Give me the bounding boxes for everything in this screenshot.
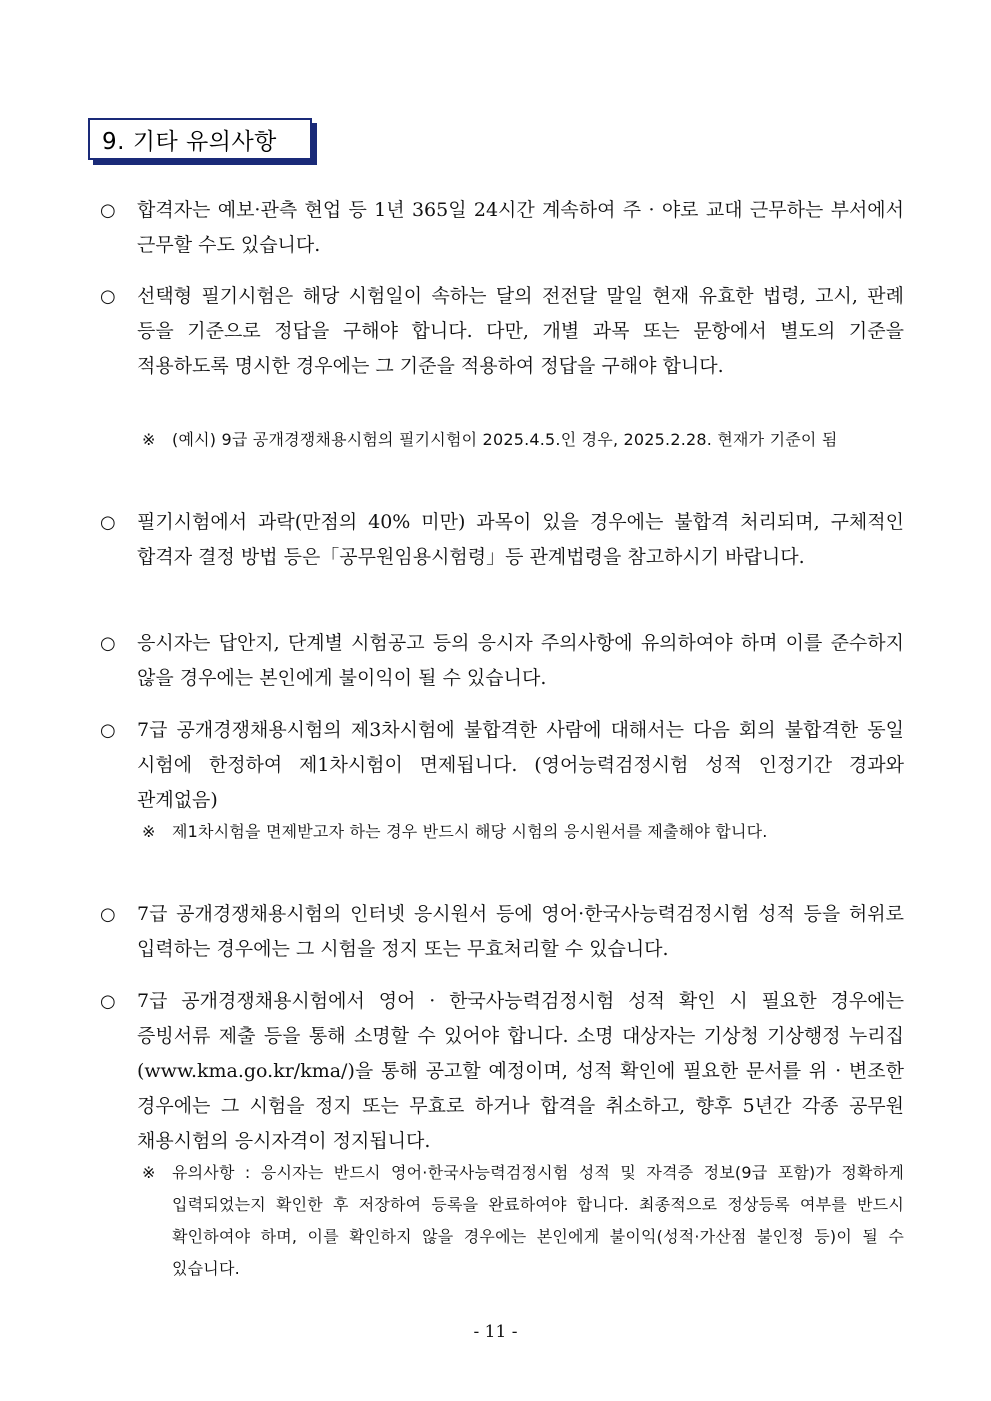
bullet-icon: ○: [100, 286, 116, 307]
list-item: [100, 279, 904, 384]
bullet-icon: ○: [100, 904, 116, 925]
item-text: 합격자는 예보·관측 현업 등 1년 365일 24시간 계속하여 주 · 야로 교대 근무하는 부서에서 근무할 수도 있습니다.: [137, 199, 904, 256]
note-item: [142, 1157, 904, 1285]
bullet-icon: ○: [100, 512, 116, 533]
item-text: 필기시험에서 과락(만점의 40% 미만) 과목이 있을 경우에는 불합격 처리되며, 구체적인 합격자 결정 방법 등은「공무원임용시험령」등 관계법령을 참고하시기 바랍니다.: [137, 511, 904, 568]
reference-mark-icon: ※: [142, 1163, 156, 1182]
list-item: [100, 984, 904, 1159]
bullet-icon: ○: [100, 991, 116, 1012]
item-text: 응시자는 답안지, 단계별 시험공고 등의 응시자 주의사항에 유의하여야 하며 이를 준수하지 않을 경우에는 본인에게 불이익이 될 수 있습니다.: [137, 632, 904, 689]
reference-mark-icon: ※: [142, 822, 156, 841]
item-text: 선택형 필기시험은 해당 시험일이 속하는 달의 전전달 말일 현재 유효한 법령, 고시, 판례 등을 기준으로 정답을 구해야 합니다. 다만, 개별 과목 또는 문항에서 별도의 기준을 적용하도록 명시한 경우에는 그 기준을 적용하여 정답을 구해야 합니다.: [137, 285, 904, 377]
list-item: [100, 505, 904, 575]
note-text: (예시) 9급 공개경쟁채용시험의 필기시험이 2025.4.5.인 경우, 2025.2.28. 현재가 기준이 됨: [172, 430, 838, 449]
item-text: 7급 공개경쟁채용시험의 제3차시험에 불합격한 사람에 대해서는 다음 회의 불합격한 동일 시험에 한정하여 제1차시험이 면제됩니다. (영어능력검정시험 성적 인정기간 경과와 관계없음): [137, 719, 904, 811]
note-text: 제1차시험을 면제받고자 하는 경우 반드시 해당 시험의 응시원서를 제출해야 합니다.: [172, 822, 768, 841]
section-title: 9. 기타 유의사항: [88, 118, 312, 160]
list-item: [100, 897, 904, 967]
list-item: [100, 713, 904, 818]
page-number: - 11 -: [473, 1322, 518, 1342]
list-item: [100, 193, 904, 263]
item-text: 7급 공개경쟁채용시험의 인터넷 응시원서 등에 영어·한국사능력검정시험 성적 등을 허위로 입력하는 경우에는 그 시험을 정지 또는 무효처리할 수 있습니다.: [137, 903, 904, 960]
item-text: 7급 공개경쟁채용시험에서 영어 · 한국사능력검정시험 성적 확인 시 필요한 경우에는 증빙서류 제출 등을 통해 소명할 수 있어야 합니다. 소명 대상자는 기상청 기상행정 누리집(www.kma.go.kr/kma/)을 통해 공고할 예정이며, 성적 확인에 필요한 문서를 위 · 변조한 경우에는 그 시험을 정지 또는 무효로 하거나 합격을 취소하고, 향후 5년간 각종 공무원 채용시험의 응시자격이 정지됩니다.: [137, 990, 904, 1152]
note-item: [142, 816, 904, 848]
bullet-icon: ○: [100, 633, 116, 654]
note-item: [142, 424, 904, 456]
bullet-icon: ○: [100, 200, 116, 221]
reference-mark-icon: ※: [142, 430, 156, 449]
bullet-icon: ○: [100, 720, 116, 741]
list-item: [100, 626, 904, 696]
note-text: 유의사항 : 응시자는 반드시 영어·한국사능력검정시험 성적 및 자격증 정보(9급 포함)가 정확하게 입력되었는지 확인한 후 저장하여 등록을 완료하여야 합니다. 최종적으로 정상등록 여부를 반드시 확인하여야 하며, 이를 확인하지 않을 경우에는 본인에게 불이익(성적·가산점 불인정 등)이 될 수 있습니다.: [172, 1163, 904, 1278]
